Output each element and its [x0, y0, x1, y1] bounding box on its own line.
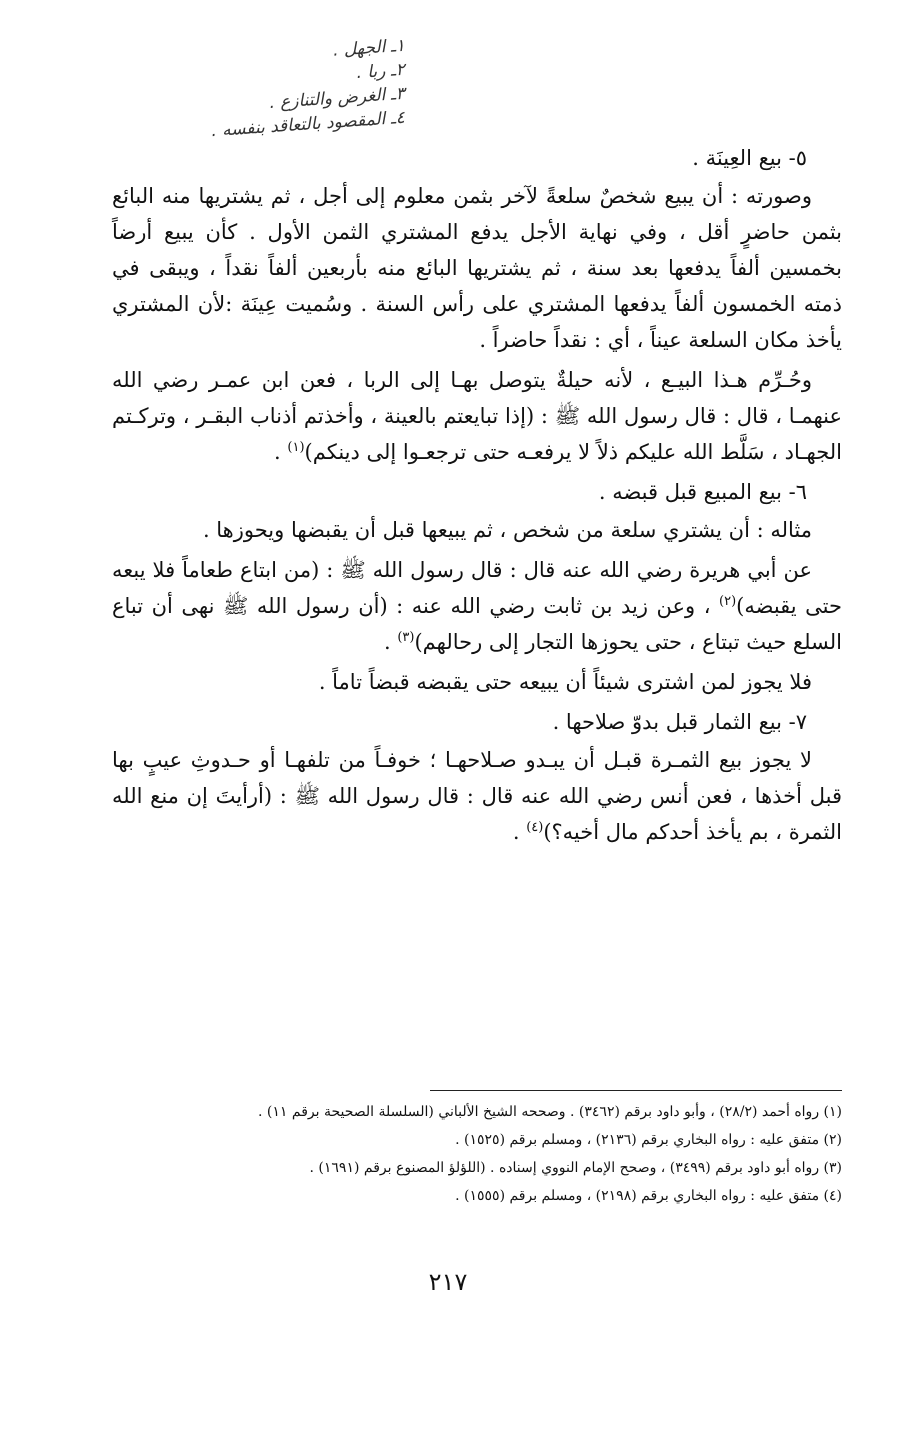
footnote: (٣) رواه أبو داود برقم (٣٤٩٩) ، وصحح الإمام النووي إسناده . (اللؤلؤ المصنوع برقم (١٦٩١) . [309, 1160, 842, 1176]
handwritten-margin-note [210, 35, 406, 142]
section-heading-inah: ٥- بيع العِينَة . [692, 146, 807, 170]
footnote-divider [430, 1090, 842, 1091]
paragraph-text: ، وعن زيد بن ثابت رضي الله عنه : (أن رسول الله ﷺ نهى أن تباع السلع حيث تبتاع ، حتى يحوزها التجار إلى رحالهم) [112, 594, 842, 654]
footnote-ref[interactable]: (٣) [397, 630, 415, 645]
section-heading-before-possession: ٦- بيع المبيع قبل قبضه . [598, 480, 807, 504]
footnotes [112, 1098, 842, 1210]
paragraph-end: . [512, 820, 527, 844]
main-text [112, 140, 842, 854]
paragraph-end: . [274, 440, 288, 464]
handwritten-line: ٣ـ الغرض والتنازع . [268, 83, 406, 114]
footnote: (٤) متفق عليه : رواه البخاري برقم (٢١٩٨) ، ومسلم برقم (١٥٥٥) . [455, 1188, 842, 1204]
footnote-ref[interactable]: (٤) [526, 820, 544, 835]
paragraph: وصورته : أن يبيع شخصٌ سلعةً لآخر بثمن معلوم إلى أجل ، ثم يشتريها منه البائع بثمن حاضرٍ أقل ، وفي نهاية الأجل يدفع المشتري الثمن الأول . كأن يبيع أرضاً بخمسين ألفاً يدفعها بعد سنة ، ثم يشتريها البائع منه بأربعين ألفاً نقداً ، ويبقى في ذمته الخمسون ألفاً يدفعها المشتري على رأس السنة . وسُميت عِينَة :لأن المشتري يأخذ مكان السلعة عيناً ، أي : نقداً حاضراً . [112, 184, 842, 352]
handwritten-line: ٢ـ ربا . [355, 59, 406, 84]
paragraph [112, 362, 842, 470]
paragraph: فلا يجوز لمن اشترى شيئاً أن يبيعه حتى يقبضه قبضاً تاماً . [318, 670, 812, 694]
paragraph: مثاله : أن يشتري سلعة من شخص ، ثم يبيعها قبل أن يقبضها ويحوزها . [202, 518, 812, 542]
paragraph-end: . [383, 630, 398, 654]
footnote-ref[interactable]: (١) [287, 440, 305, 455]
paragraph [112, 742, 842, 850]
footnote: (٢) متفق عليه : رواه البخاري برقم (٢١٣٦) ، ومسلم برقم (١٥٢٥) . [455, 1132, 842, 1148]
handwritten-line: ٤ـ المقصود بالتعاقد بنفسه . [210, 107, 406, 142]
paragraph-text: لا يجوز بيع الثمـرة قبـل أن يبـدو صـلاحهـا ؛ خوفـاً من تلفهـا أو حـدوثِ عيبٍ بها قبل أخذها ، فعن أنس رضي الله عنه قال : قال رسول الله ﷺ : (أرأيتَ إن منع الله الثمرة ، بم يأخذ أحدكم مال أخيه؟) [112, 748, 842, 844]
page-number: ٢١٧ [428, 1268, 468, 1296]
footnote: (١) رواه أحمد (٢٨/٢) ، وأبو داود برقم (٣٤٦٢) . وصححه الشيخ الألباني (السلسلة الصحيحة برقم ١١) . [258, 1104, 842, 1120]
paragraph-text: وحُـرِّم هـذا البيـع ، لأنه حيلةٌ يتوصل بهـا إلى الربا ، فعن ابن عمـر رضي الله عنهمـا ، قال : قال رسول الله ﷺ : (إذا تبايعتم بالعينة ، وأخذتم أذناب البقـر ، وتركـتم الجهـاد ، سَلَّط الله عليكم ذلاً لا يرفعـه حتى ترجعـوا إلى دينكم) [112, 368, 842, 464]
handwritten-line: ١ـ الجهل . [332, 35, 406, 61]
section-heading-fruits: ٧- بيع الثمار قبل بدوّ صلاحها . [552, 710, 807, 734]
paragraph [112, 552, 842, 660]
paragraph-text: عن أبي هريرة رضي الله عنه قال : قال رسول الله ﷺ : (من ابتاع طعاماً فلا يبعه حتى يقبضه) [112, 558, 842, 618]
footnote-ref[interactable]: (٢) [719, 594, 737, 609]
